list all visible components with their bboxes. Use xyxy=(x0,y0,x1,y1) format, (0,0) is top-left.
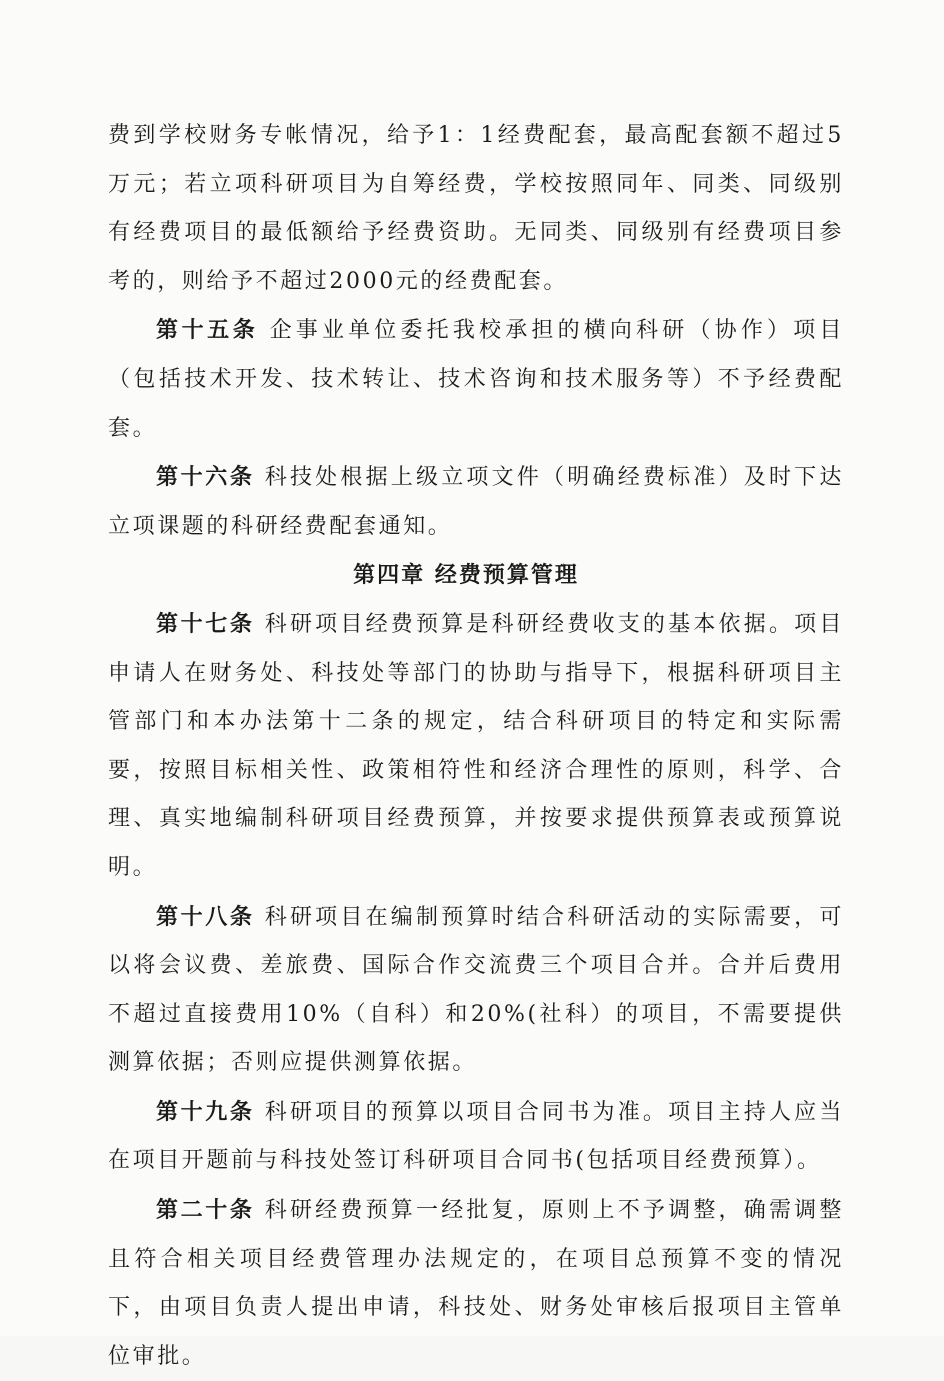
article-number: 第十七条 xyxy=(156,610,255,637)
article-15 xyxy=(108,306,844,453)
article-text: 科研项目经费预算是科研经费收支的基本依据。项目申请人在财务处、科技处等部门的协助与指导下，根据科研项目主管部门和本办法第十二条的规定，结合科研项目的特定和实际需要，按照目标相关性、政策相符性和经济合理性的原则，科学、合理、真实地编制科研项目经费预算，并按要求提供预算表或预算说明。 xyxy=(108,611,844,880)
article-text: 科技处根据上级立项文件（明确经费标准）及时下达立项课题的科研经费配套通知。 xyxy=(108,465,844,539)
article-18 xyxy=(108,893,844,1088)
continued-paragraph xyxy=(108,112,844,306)
article-text: 科研经费预算一经批复，原则上不予调整，确需调整且符合相关项目经费管理办法规定的，在项目总预算不变的情况下，由项目负责人提出申请，科技处、财务处审核后报项目主管单位审批。 xyxy=(108,1198,844,1369)
article-text: 科研项目的预算以项目合同书为准。项目主持人应当在项目开题前与科技处签订科研项目合同书(包括项目经费预算）。 xyxy=(108,1099,844,1174)
article-number: 第十六条 xyxy=(156,464,255,491)
chapter-title: 第四章 经费预算管理 xyxy=(353,562,579,589)
article-17 xyxy=(108,600,844,893)
article-19 xyxy=(108,1088,844,1186)
article-text: 科研项目在编制预算时结合科研活动的实际需要，可以将会议费、差旅费、国际合作交流费三个项目合并。合并后费用不超过直接费用10%（自科）和20%(社科）的项目，不需要提供测算依据；否则应提供测算依据。 xyxy=(108,904,844,1076)
article-number: 第二十条 xyxy=(156,1197,255,1224)
article-number: 第十九条 xyxy=(156,1098,255,1125)
document-body xyxy=(108,112,844,1381)
article-number: 第十八条 xyxy=(156,903,255,930)
article-16 xyxy=(108,453,844,551)
article-number: 第十五条 xyxy=(156,317,259,344)
paragraph-text: 费到学校财务专帐情况，给予1：1经费配套，最高配套额不超过5万元；若立项科研项目为自筹经费，学校按照同年、同类、同级别有经费项目的最低额给予经费资助。无同类、同级别有经费项目参考的，则给予不超过2000元的经费配套。 xyxy=(108,123,844,294)
article-20 xyxy=(108,1186,844,1381)
article-text: 企事业单位委托我校承担的横向科研（协作）项目（包括技术开发、技术转让、技术咨询和技术服务等）不予经费配套。 xyxy=(108,318,844,441)
